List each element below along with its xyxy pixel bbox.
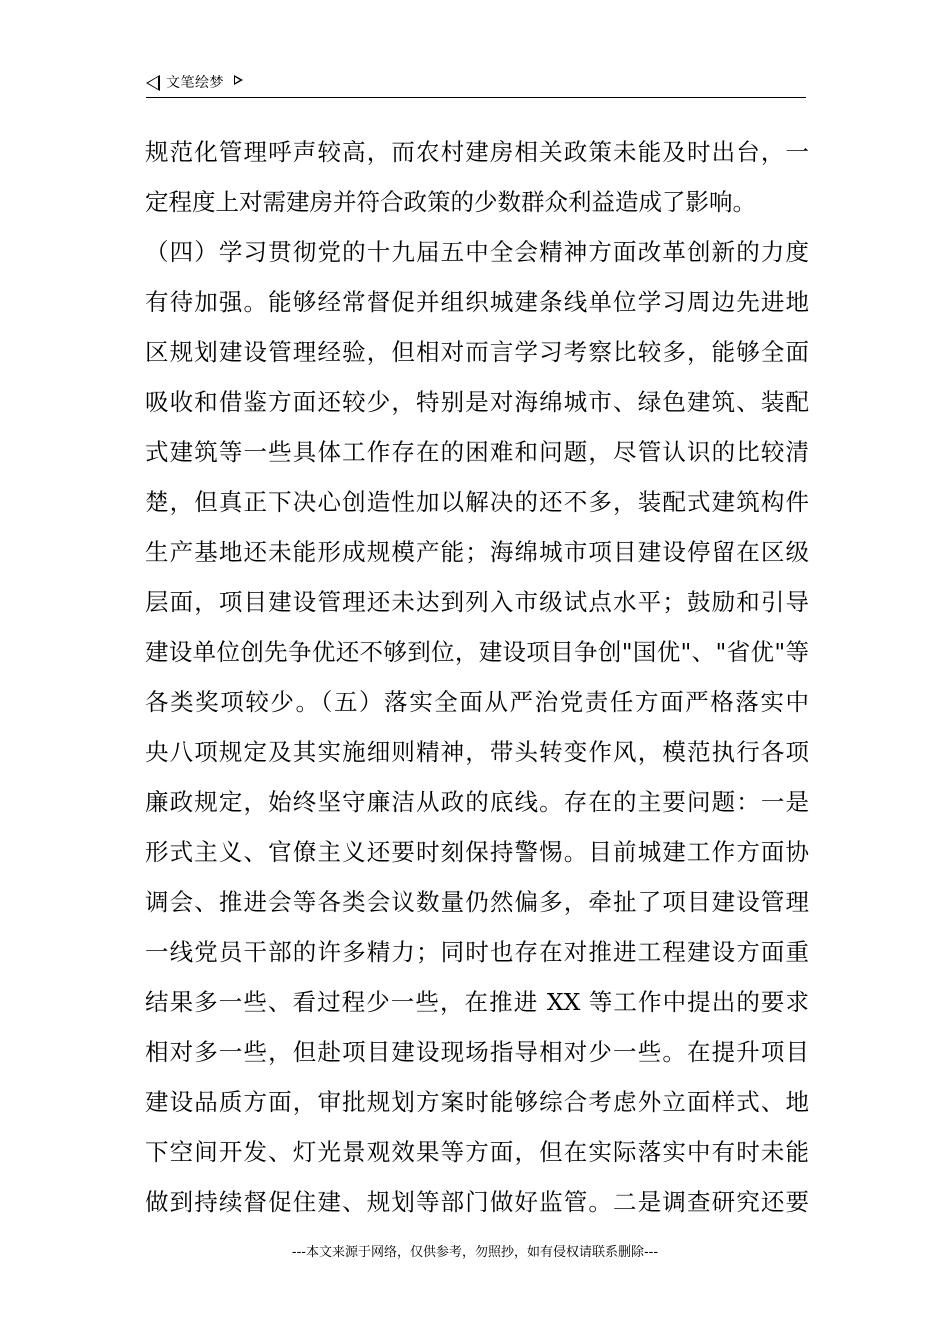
text-line: 一线党员干部的许多精力；同时也存在对推进工程建设方面重 — [145, 938, 809, 966]
text-line: 调会、推进会等各类会议数量仍然偏多，牵扯了项目建设管理 — [145, 888, 809, 916]
triangle-left-icon — [146, 75, 160, 91]
text-line: 生产基地还未能形成规模产能；海绵城市项目建设停留在区级 — [145, 538, 809, 566]
page-footer: ---本文来源于网络，仅供参考，勿照抄，如有侵权请联系删除--- — [291, 1245, 659, 1260]
text-line: 形式主义、官僚主义还要时刻保持警惕。目前城建工作方面协 — [145, 838, 809, 866]
text-line: 廉政规定，始终坚守廉洁从政的底线。存在的主要问题：一是 — [145, 788, 809, 816]
text-line: 相对多一些，但赴项目建设现场指导相对少一些。在提升项目 — [145, 1038, 809, 1066]
triangle-right-icon — [234, 75, 243, 85]
text-line: 各类奖项较少。（五）落实全面从严治党责任方面严格落实中 — [145, 688, 809, 716]
text-line: 定程度上对需建房并符合政策的少数群众利益造成了影响。 — [145, 188, 756, 216]
text-line: 建设单位创先争优还不够到位，建设项目争创"国优"、"省优"等 — [145, 638, 809, 666]
text-line: 建设品质方面，审批规划方案时能够综合考虑外立面样式、地 — [145, 1088, 809, 1116]
text-line: 楚，但真正下决心创造性加以解决的还不多，装配式建筑构件 — [145, 488, 809, 516]
text-line: 做到持续督促住建、规划等部门做好监管。二是调查研究还要 — [145, 1188, 809, 1216]
text-line: （四）学习贯彻党的十九届五中全会精神方面改革创新的力度 — [145, 238, 809, 266]
header-title: 文笔绘梦 — [166, 75, 224, 91]
text-line: 式建筑等一些具体工作存在的困难和问题，尽管认识的比较清 — [145, 438, 809, 466]
text-line: 规范化管理呼声较高，而农村建房相关政策未能及时出台，一 — [145, 138, 809, 166]
text-line: 央八项规定及其实施细则精神，带头转变作风，模范执行各项 — [145, 738, 809, 766]
page-header — [146, 73, 806, 98]
text-line: 层面，项目建设管理还未达到列入市级试点水平；鼓励和引导 — [145, 588, 809, 616]
text-line: 下空间开发、灯光景观效果等方面，但在实际落实中有时未能 — [145, 1138, 809, 1166]
text-line: 有待加强。能够经常督促并组织城建条线单位学习周边先进地 — [145, 288, 809, 316]
text-line: 结果多一些、看过程少一些，在推进 XX 等工作中提出的要求 — [145, 988, 809, 1016]
text-line: 吸收和借鉴方面还较少，特别是对海绵城市、绿色建筑、装配 — [145, 388, 809, 416]
text-line: 区规划建设管理经验，但相对而言学习考察比较多，能够全面 — [145, 338, 809, 366]
body-text — [145, 127, 809, 1227]
